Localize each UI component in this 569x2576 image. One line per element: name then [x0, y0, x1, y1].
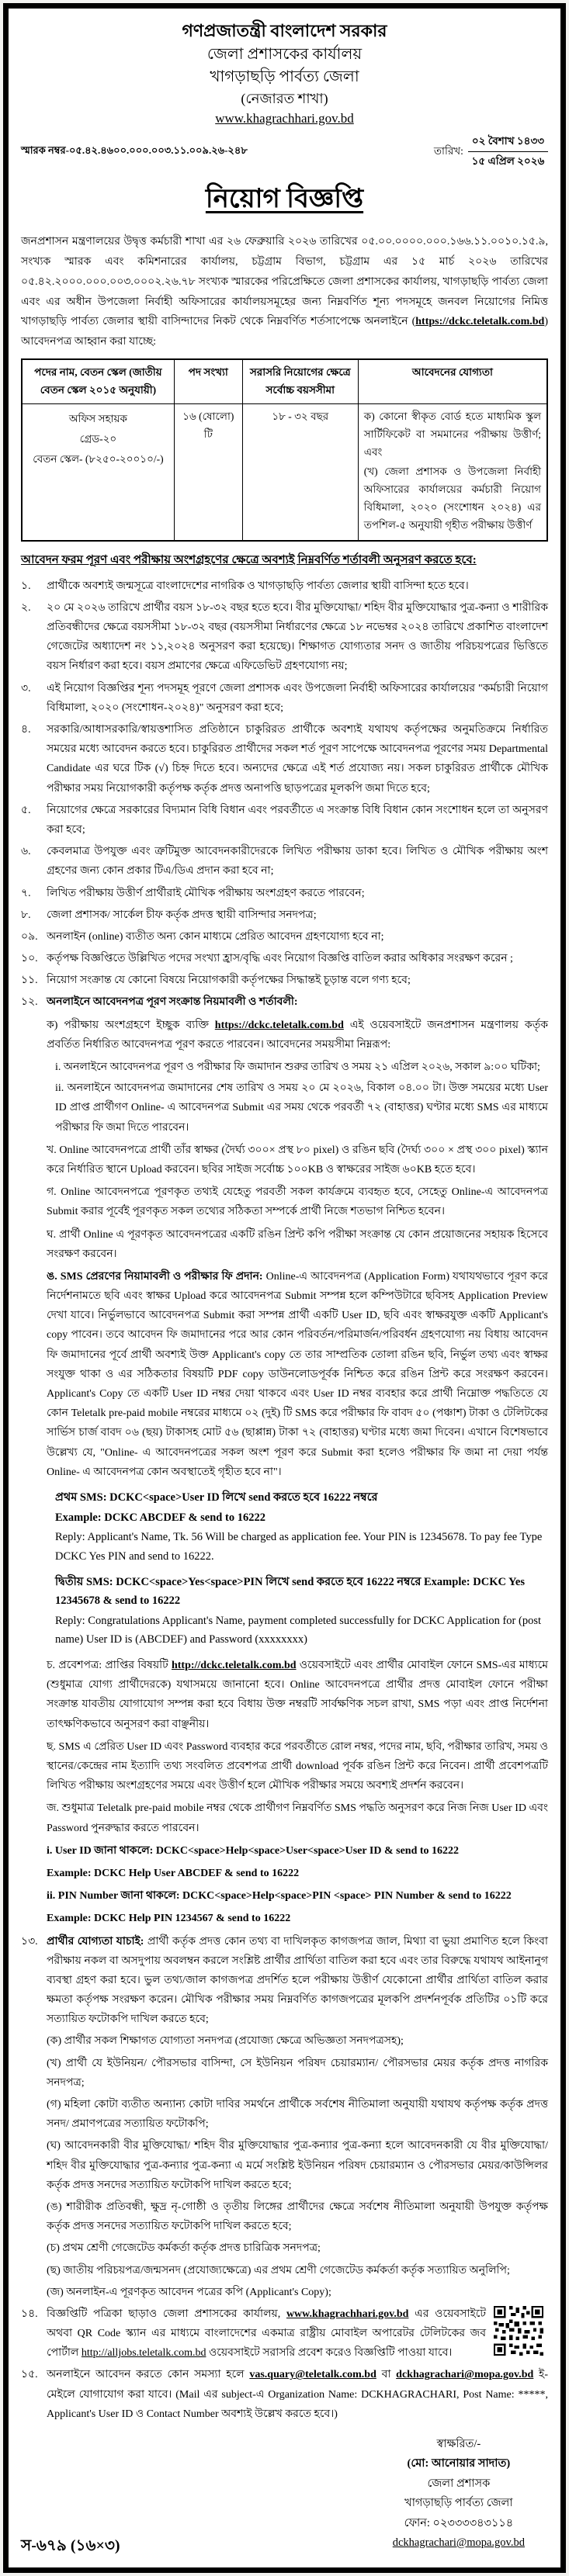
- item-number: ১১.: [21, 975, 38, 987]
- condition-item-15: [21, 2365, 548, 2424]
- date-block: [434, 133, 548, 171]
- item-number: ৮.: [21, 909, 31, 921]
- qr-code-icon: [494, 2306, 543, 2356]
- date-gregorian-calendar: ১৫ এপ্রিল ২০২৬: [471, 154, 545, 167]
- document-item-g: (ছ) জাতীয় পরিচয়পত্র/জন্মসনদ (প্রযোজ্যক্ষেত্রে) এর প্রথম শ্রেণী গেজেটেড কর্মকর্তা কর্তৃক সত্যায়িত অনুলিপি;: [47, 2264, 510, 2277]
- item-text: সরকারি/আধাসরকারি/স্বায়ত্তশাসিত প্রতিষ্ঠানে চাকুরিরত প্রার্থীকে অবশ্যই যথাযথ কর্তৃপক্ষের অনুমতিক্রমে নির্ধারিত সময়ের মধ্যে আবেদন করতে হবে। চাকুরিরত প্রার্থীদের সকল শর্ত পূরণ সাপেক্ষে আবেদনপত্র পূরণের সময় Departmental Candidate এর ঘরে টিক (√) চিহ্ন দিতে হবে। অন্যদের ক্ষেত্রে এই শর্ত প্রযোজ্য নয়। সকল চাকুরিরত প্রার্থীকে মৌখিক পরীক্ষার সময় নিয়োগকারী কর্তৃপক্ষ কর্তৃক প্রদত্ত অনাপত্তি ছাড়পত্রের মূলকপি জমা দিতে হবে;: [47, 724, 548, 795]
- post-name: অফিস সহায়ক: [68, 413, 127, 425]
- item-number: ১৪.: [21, 2308, 38, 2320]
- rule15-text-3: ই-মেইলে যোগাযোগ করা যাবে। (Mail এর subject-এ Organization Name: DCKHAGRACHARI, Post Name: *****, Applicant's User ID ও Contact Number অবশ্যই উল্লেখ করতে হবে।): [47, 2369, 548, 2420]
- rule14-text-1: বিজ্ঞপ্তিটি পত্রিকা ছাড়াও জেলা প্রশাসকের কার্যালয়,: [47, 2308, 286, 2320]
- signed-label: স্বাক্ষরিত/-: [436, 2438, 481, 2451]
- column-header-post-name: পদের নাম, বেতন স্কেল (জাতীয় বেতন স্কেল ২০১৫ অনুযায়ী): [22, 359, 174, 403]
- office-name: জেলা প্রশাসকের কার্যালয়: [206, 45, 363, 63]
- signatory-email[interactable]: dckhagrachari@mopa.gov.bd: [392, 2536, 525, 2549]
- document-item-h: (জ) অনলাইন-এ পূরণকৃত আবেদন পত্রের কপি (Applicant's Copy);: [47, 2286, 331, 2298]
- condition-item-7: [21, 884, 548, 903]
- condition-item-12: [21, 992, 548, 1012]
- item-number: ২.: [21, 601, 31, 614]
- rule12-clause-e: [47, 1267, 548, 1482]
- post-grade: গ্রেড-২০: [79, 433, 117, 445]
- rule12-clause-h-i: i. User ID জানা থাকলে: DCKC<space>Help<space>User<space>User ID & send to 16222: [47, 1844, 460, 1857]
- rule12-clause-b: খ. Online আবেদনপত্রে প্রার্থী তাঁর স্বাক্ষর (দৈর্ঘ্য ৩০০× প্রস্থ ৮০ pixel) ও রঙিন ছবি (দৈর্ঘ্য ৩০০ × প্রস্থ ৩০০ pixel) স্ক্যান করে নির্ধারিত স্থানে Upload করবেন। ছবির সাইজ সর্বোচ্চ ১০০KB ও স্বাক্ষরের সাইজ ৬০KB হতে হবে।: [47, 1144, 548, 1175]
- rule12-clause-a: [47, 1016, 548, 1054]
- condition-item-2: [21, 598, 548, 677]
- item-number: ১৩.: [21, 1935, 38, 1948]
- alljobs-portal-url[interactable]: http://alljobs.teletalk.com.bd: [81, 2347, 206, 2360]
- rule12-clause-h-ii-example: Example: DCKC Help PIN 1234567 & send to 16222: [47, 1913, 291, 1925]
- memo-row: [21, 133, 548, 171]
- eligibility-cell: [358, 404, 547, 541]
- rule12-clause-f: [47, 1656, 548, 1734]
- date-fraction: [468, 133, 548, 171]
- signatory-name: (মো: আনোয়ার সাদাত): [407, 2457, 511, 2470]
- item-number: ৫.: [21, 804, 31, 816]
- intro-paragraph: [21, 232, 548, 352]
- memo-number: স্মারক নম্বর-০৫.৪২.৪৬০০.০০০.০০৩.১১.০০৯.২৬-২৪৮: [21, 144, 248, 156]
- vas-query-email[interactable]: vas.quary@teletalk.com.bd: [249, 2369, 376, 2381]
- clause-a-text-2: এই ওয়েবসাইটে জনপ্রশাসন মন্ত্রণালয় কর্তৃক প্রবর্তিত নির্ধারিত আবেদনপত্র পূরণ করতে পারবেন। আবেদনের সময়সীমা নিম্নরূপ:: [47, 1019, 548, 1051]
- table-row: [22, 404, 547, 541]
- district-website-url[interactable]: www.khagrachhari.gov.bd: [286, 2308, 409, 2320]
- clause-f-text-2: ওয়েবসাইটে এবং প্রার্থীর মোবাইল ফোনে SMS-এর মাধ্যমে (শুধুমাত্র যোগ্য প্রার্থীদেরকে) যথাসময়ে জানানো হবে। Online আবেদনপত্রে প্রার্থীর প্রদত্ত মোবাইল ফোনে পরীক্ষা সংক্রান্ত যাবতীয় যোগাযোগ সম্পন্ন করা হবে বিধায় উক্ত নম্বরটি সার্বক্ষণিক সচল রাখা, SMS পড়া এবং প্রাপ্ত নির্দেশনা তাৎক্ষণিকভাবে অনুসরণ করা বাঞ্ছনীয়।: [47, 1660, 548, 1730]
- item-number: ১৫.: [21, 2369, 38, 2381]
- date-label: তারিখ:: [433, 144, 463, 157]
- condition-item-11: [21, 971, 548, 990]
- print-reference: স-৬৭৯ (১৬×৩): [21, 2537, 120, 2555]
- condition-item-6: [21, 842, 548, 881]
- required-documents-list: [47, 2031, 548, 2301]
- signatory-phone: ফোন: ০২৩৩৩৩৪৩১১৪: [404, 2516, 514, 2529]
- dc-office-email[interactable]: dckhagrachari@mopa.gov.bd: [396, 2369, 534, 2381]
- condition-item-3: [21, 679, 548, 718]
- condition-item-5: [21, 801, 548, 840]
- branch-name: (নেজারত শাখা): [241, 90, 328, 106]
- rule12-clause-a-ii: ii. অনলাইনে আবেদনপত্র জমাদানের শেষ তারিখ ও সময় ২০ মে ২০২৬, বিকাল ০৪.০০ টা। উক্ত সময়ের মধ্যে User ID প্রাপ্ত প্রার্থীগণ Online- এ আবেদনপত্র Submit এর সময় থেকে পরবর্তী ৭২ (বাহাত্তর) ঘণ্টার মধ্যে SMS এর মাধ্যমে পরীক্ষার ফি জমা দিতে পারবেন।: [55, 1082, 548, 1134]
- date-bengali-calendar: ০২ বৈশাখ ১৪৩৩: [468, 133, 548, 152]
- document-header: [21, 19, 548, 128]
- second-sms-block: [55, 1573, 548, 1650]
- item-text: অনলাইন (online) ব্যতীত অন্য কোন মাধ্যমে প্রেরিত আবেদন গ্রহণযোগ্য হবে না;: [47, 930, 384, 943]
- notice-page: [3, 3, 566, 2573]
- item-number: ১০.: [21, 953, 38, 965]
- item-number: ৭.: [21, 887, 31, 899]
- condition-item-14: [21, 2304, 548, 2363]
- rule12-clause-h-ii: ii. PIN Number জানা থাকলে: DCKC<space>Help<space>PIN <space> PIN Number & send to 16222: [47, 1890, 512, 1903]
- rule13-heading: প্রার্থীর যোগ্যতা যাচাই:: [47, 1935, 144, 1948]
- item-text: এই নিয়োগ বিজ্ঞপ্তির শূন্য পদসমূহ পূরণে জেলা প্রশাসক এবং উপজেলা নির্বাহী অফিসারের কার্যালয়ের "কর্মচারী নিয়োগ বিধিমালা, ২০২০ (সংশোধন-২০২৪)" অনুসরণ করা হবে;: [47, 682, 548, 714]
- post-pay-scale: বেতন স্কেল- (৮২৫০-২০০১০/-): [33, 453, 164, 466]
- second-sms-reply: Reply: Congratulations Applicant's Name, payment completed successfully for DCKC Application for (post name) User ID is (ABCDEF) and Password (xxxxxxxx): [55, 1614, 541, 1646]
- item-text: [47, 2304, 543, 2363]
- rule12-clause-d: ঘ. প্রার্থী Online এ পূরণকৃত আবেদনপত্রের একটি রঙিন প্রিন্ট কপি পরীক্ষা সংক্রান্ত যে কোন প্রয়োজনের সহায়ক হিসেবে সংরক্ষণ করবেন।: [47, 1228, 548, 1260]
- rule12-clause-c: গ. Online আবেদনপত্রে পূরণকৃত তথ্যই যেহেতু পরবর্তী সকল কার্যক্রমে ব্যবহৃত হবে, সেহেতু Online-এ আবেদনপত্র Submit করার পূর্বেই পূরণকৃত সকল তথ্যের সঠিকতা সম্পর্কে প্রার্থী নিজে শতভাগ নিশ্চিত হবেন।: [47, 1186, 548, 1218]
- column-header-age-limit: সরাসরি নিয়োগের ক্ষেত্রে সর্বোচ্চ বয়সসীমা: [242, 359, 358, 403]
- first-sms-example: Example: DCKC ABCDEF & send to 16222: [55, 1511, 265, 1524]
- eligibility-clause-b: (খ) জেলা প্রশাসক ও উপজেলা নির্বাহী অফিসারের কার্যালয়ের কর্মচারী নিয়োগ বিধিমালা, ২০২০ (সংশোধন ২০২৪) এর তপশিল-৫ অনুযায়ী গৃহীত পরীক্ষায় উত্তীর্ণ: [363, 465, 541, 531]
- document-item-b: (খ) প্রার্থী যে ইউনিয়ন/ পৌরসভার বাসিন্দা, সে ইউনিয়ন পরিষদ চেয়ারম্যান/ পৌরসভার মেয়র কর্তৃক প্রদত্ত নাগরিক সনদপত্র;: [47, 2057, 548, 2089]
- signatory-designation: জেলা প্রশাসক: [427, 2477, 491, 2490]
- item-text: জেলা প্রশাসক/ সার্কেল চীফ কর্তৃক প্রদত্ত স্থায়ী বাসিন্দার সনদপত্র;: [47, 909, 317, 921]
- rule13-text: প্রার্থী কর্তৃক প্রদত্ত কোন তথ্য বা দাখিলকৃত কাগজপত্র জাল, মিথ্যা বা ভুয়া প্রমাণিত হলে কিংবা পরীক্ষায় নকল বা অসদুপায় অবলম্বন করলে সংশ্লিষ্ট প্রার্থীর প্রার্থিতা বাতিল করা হবে এবং তার বিরুদ্ধে যথাযথ আইনানুগ ব্যবস্থা গ্রহণ করা হবে। ভুল তথ্য/জাল কাগজপত্র প্রদর্শিত হলে পরীক্ষায় উত্তীর্ণ যেকোনো প্রার্থীর প্রার্থিতা বাতিল করার ক্ষমতা কর্তৃপক্ষ সংরক্ষণ করেন। মৌখিক পরীক্ষার সময় নিম্নবর্ণিত কাগজপত্রের মূলকপি প্রদর্শনপূর্বক প্রতিটির ০১টি করে সত্যায়িত ফটোকপি দাখিল করতে হবে;: [47, 1935, 548, 2026]
- condition-item-10: [21, 949, 548, 968]
- condition-item-8: [21, 905, 548, 925]
- website-link[interactable]: www.khagrachhari.gov.bd: [215, 110, 354, 126]
- item-number: ৪.: [21, 724, 31, 736]
- item-number: ৬.: [21, 846, 31, 858]
- second-sms-command: দ্বিতীয় SMS: DCKC<space>Yes<space>PIN লিখে send করতে হবে 16222 নম্বরে Example: DCKC Yes 12345678 & send to 16222: [55, 1575, 525, 1608]
- item-text: কর্তৃপক্ষ বিজ্ঞপ্তিতে উল্লিখিত পদের সংখ্যা হ্রাস/বৃদ্ধি এবং নিয়োগ বিজ্ঞপ্তি বাতিল করার অধিকার সংরক্ষণ করেন ;: [47, 953, 513, 965]
- intro-text-2: ) আবেদনপত্র আহ্বান করা যাচ্ছে:: [21, 316, 548, 348]
- clause-e-text: Online-এ আবেদনপত্র (Application Form) যথাযথভাবে পূরণ করে নির্দেশনামতে ছবি এবং স্বাক্ষর Upload করে আবেদনপত্র Submit সম্পন্ন হলে কম্পিউটারে ছবিসহ Application Preview দেখা যাবে। নির্ভুলভাবে আবেদনপত্র Submit করা সম্পন্ন প্রার্থী একটি User ID, ছবি এবং স্বাক্ষরযুক্ত একটি Applicant's copy পাবেন। তবে আবেদন ফি জমাদানের পরে আর কোন পরিবর্তন/পরিমার্জন/পরিবর্ধন গ্রহণযোগ্য নয় বিধায় আবেদন ফি জমাদানের পূর্বে প্রার্থী অবশ্যই উক্ত Applicant's copy তে তার সাম্প্রতিক তোলা রঙিন ছবি, নির্ভুল তথ্য এবং স্বাক্ষর সংযুক্ত থাকা ও এর সঠিকতার বিষয়টি PDF copy ডাউনলোডপূর্বক নিশ্চিত করে রঙিন প্রিন্ট করে সংরক্ষণ করবেন। Applicant's Copy তে একটি User ID নম্বর দেয়া থাকবে এবং User ID নম্বর ব্যবহার করে প্রার্থী নিম্নোক্ত পদ্ধতিতে যে কোন Teletalk pre-paid mobile নম্বরের মাধ্যমে ০২ (দুই) টি SMS করে পরীক্ষার ফি বাবদ ৫০ (পঞ্চাশ) টাকা ও টেলিটকের সার্ভিস চার্জ বাবদ ০৬ (ছয়) টাকাসহ মোট ৫৬ (ছাপ্পান্ন) টাকা ৭২ (বাহাত্তর) ঘণ্টার মধ্যে জমা দিবেন। এখানে বিশেষভাবে উল্লেখ্য যে, "Online- এ আবেদনপত্রের সকল অংশ পূরণ করে Submit করা হলেও পরীক্ষার ফি জমা না দেয়া পর্যন্ত Online- এ আবেদনপত্র কোন অবস্থাতেই গৃহীত হবে না"।: [47, 1270, 548, 1478]
- rule15-text-2: বা: [376, 2369, 397, 2381]
- document-item-e: (ঙ) শারীরীক প্রতিবন্ধী, ক্ষুদ্র নৃ-গোষ্ঠী ও তৃতীয় লিঙ্গের প্রার্থীদের ক্ষেত্রে সর্বশেষ নীতিমালা অনুযায়ী উপযুক্ত কর্তৃপক্ষ কর্তৃক প্রদত্ত সনদের সত্যায়িত ফটোকপি দাখিল করতে হবে;: [47, 2200, 548, 2233]
- notice-title: নিয়োগ বিজ্ঞপ্তি: [205, 184, 364, 213]
- column-header-vacancies: পদ সংখ্যা: [174, 359, 242, 403]
- district-name: খাগড়াছড়ি পার্বত্য জেলা: [210, 68, 359, 85]
- item-number: ০৯.: [21, 930, 38, 943]
- rule12-clause-g: ছ. SMS এ প্রেরিত User ID এবং Password ব্যবহার করে পরবর্তীতে রোল নম্বর, পদের নাম, ছবি, পরীক্ষার তারিখ, সময় ও স্থানের/কেন্দ্রের নাম ইত্যাদি তথ্য সংবলিত প্রবেশপত্র প্রার্থী download পূর্বক রঙিন প্রিন্ট করে নিবেন। প্রার্থী প্রবেশপত্রটি লিখিত পরীক্ষায় অংশগ্রহণের সময়ে এবং উত্তীর্ণ হলে মৌখিক পরীক্ষার সময়ে অবশ্যই প্রদর্শন করবেন।: [47, 1740, 548, 1792]
- document-item-a: (ক) প্রার্থীর সকল শিক্ষাগত যোগ্যতা সনদপত্র (প্রযোজ্য ক্ষেত্রে অভিজ্ঞতা সনদপত্রসহ);: [47, 2035, 404, 2048]
- item-text: নিয়োগ সংক্রান্ত যে কোনো বিষয়ে নিয়োগকারী কর্তৃপক্ষের সিদ্ধান্তই চূড়ান্ত বলে গণ্য হবে;: [47, 975, 411, 987]
- signatory-district: খাগড়াছড়ি পার্বত্য জেলা: [404, 2497, 513, 2510]
- item-number: ১.: [21, 580, 31, 592]
- first-sms-command: প্রথম SMS: DCKC<space>User ID লিখে send করতে হবে 16222 নম্বরে: [55, 1491, 378, 1504]
- conditions-heading: আবেদন ফরম পূরণ এবং পরীক্ষায় অংশগ্রহণের ক্ষেত্রে অবশ্যই নিম্নবর্ণিত শর্তাবলী অনুসরণ করতে হবে:: [21, 553, 477, 566]
- item-text: ২০ মে ২০২৬ তারিখে প্রার্থীর বয়স ১৮-৩২ বছর হতে হবে। বীর মুক্তিযোদ্ধা/ শহিদ বীর মুক্তিযোদ্ধার পুত্র-কন্যা ও শারীরিক প্রতিবন্ধীদের ক্ষেত্রে বয়সসীমা ১৮-৩২ বছর (বয়সসীমা নির্ধারণের ক্ষেত্রে ১৮ নভেম্বর ২০২৪ তারিখে প্রকাশিত বাংলাদেশ গেজেটের অধ্যাদেশ নং ১১,২০২৪ অনুসরণ করা হয়েছে)। শিক্ষাগত যোগ্যতার সনদ ও জাতীয় পরিচয়পত্রের ভিত্তিতে বয়স নির্ধারণ করা হবে। বয়স প্রমাণের ক্ষেত্রে এফিডেভিট গ্রহণযোগ্য নয়;: [47, 601, 548, 673]
- signature-block: [393, 2435, 525, 2553]
- table-header-row: [22, 359, 547, 403]
- condition-item-9: [21, 927, 548, 947]
- document-item-d: (ঘ) আবেদনকারী বীর মুক্তিযোদ্ধা/ শহিদ বীর মুক্তিযোদ্ধার পুত্র-কন্যার পুত্র-কন্যা হলে আবেদনকারী যে বীর মুক্তিযোদ্ধা/শহিদ বীর মুক্তিযোদ্ধার পুত্র-কন্যার পুত্র-কন্যা এ মর্মে সংশ্লিষ্ট ইউনিয়ন পরিষদ চেয়ারম্যান ও পৌরসভার মেয়র/কাউন্সিলর কর্তৃক প্রদত্ত সনদের সত্যায়িত ফটোকপি দাখিল করতে হবে;: [47, 2140, 548, 2191]
- first-sms-reply: Reply: Applicant's Name, Tk. 56 Will be charged as application fee. Your PIN is 12345678. To pay fee Type DCKC Yes PIN and send to 16222.: [55, 1531, 543, 1563]
- vacancy-table: [21, 358, 548, 541]
- condition-item-4: [21, 720, 548, 798]
- column-header-eligibility: আবেদনের যোগ্যতা: [358, 359, 547, 403]
- first-sms-block: [55, 1488, 548, 1567]
- document-item-c: (গ) মহিলা কোটা ব্যতীত অন্যান্য কোটা দাবির সমর্থনে প্রার্থীকে সর্বশেষ নীতিমালা অনুযায়ী যথাযথ কর্তৃপক্ষ কর্তৃক প্রদত্ত সনদ/ প্রমাণপত্রের সত্যায়িত ফটোকপি;: [47, 2099, 548, 2131]
- age-limit-cell: ১৮ - ৩২ বছর: [242, 404, 358, 541]
- vacancy-count-cell: ১৬ (ষোলো) টি: [174, 404, 242, 541]
- intro-text-1: জনপ্রশাসন মন্ত্রণালয়ের উদ্বৃত্ত কর্মচারী শাখা এর ২৬ ফেব্রুয়ারি ২০২৬ তারিখের ০৫.০০.০০০০.০০০.১৬৬.১১.০০১০.১৫.৯, সংখ্যক স্মারক এবং কমিশনারের কার্যালয়, চট্টগ্রাম বিভাগ, চট্টগ্রাম এর ১৫ মার্চ ২০২৬ তারিখের ০৫.৪২.২০০০.০০০.০০৩.০০০২.২৬.৭৮ সংখ্যক স্মারকের পরিপ্রেক্ষিতে জেলা প্রশাসকের কার্যালয়, খাগড়াছড়ি পার্বত্য জেলা এবং এর অধীন উপজেলা নির্বাহী অফিসারের কার্যালয়সমূহের জন্য নিম্নবর্ণিত শূন্য পদসমূহে জনবল নিয়োগের নিমিত্ত খাগড়াছড়ি পার্বত্য জেলার স্থায়ী বাসিন্দাদের নিকট থেকে নিম্নবর্ণিত শর্তসাপেক্ষে অনলাইনে (: [21, 235, 548, 328]
- post-name-cell: [22, 404, 174, 541]
- rule12-clause-h: জ. শুধুমাত্র Teletalk pre-paid mobile নম্বর থেকে প্রার্থীগণ নিম্নবর্ণিত SMS পদ্ধতি অনুসরণ করে নিজ নিজ User ID এবং Password পুনরুদ্ধার করতে পারবেন।: [47, 1802, 548, 1834]
- item-text: [47, 2365, 548, 2424]
- clause-f-text-1: চ. প্রবেশপত্র: প্রাপ্তির বিষয়টি: [47, 1660, 172, 1672]
- item-number: ১২.: [21, 996, 38, 1009]
- rule15-text-1: অনলাইনে আবেদন করতে কোন সমস্যা হলে: [47, 2369, 250, 2381]
- condition-item-1: [21, 576, 548, 596]
- clause-e-heading: ঙ. SMS প্রেরণের নিয়ামাবলী ও পরীক্ষার ফি প্রদান:: [47, 1270, 263, 1283]
- rule12-clause-h-i-example: Example: DCKC Help User ABCDEF & send to 16222: [47, 1867, 300, 1879]
- item-text: [47, 1932, 548, 2030]
- rule14-text-2: এর ওয়েবসাইটে অথবা QR Code স্ক্যান এর মাধ্যমে বাংলাদেশের একমাত্র রাষ্ট্রীয় মোবাইল অপারেটর টেলিটকের জব পোর্টাল: [47, 2308, 486, 2360]
- rule12-clause-a-i: i. অনলাইনে আবেদনপত্র পূরণ ও পরীক্ষার ফি জমাদান শুরুর তারিখ ও সময় ২১ এপ্রিল ২০২৬, সকাল ৯:০০ ঘটিকা;: [55, 1061, 540, 1074]
- rule14-text-3: ওয়েবসাইটে সরাসরি প্রবেশ করেও বিজ্ঞপ্তিটি পাওয়া যাবে।: [206, 2347, 453, 2360]
- eligibility-clause-a: ক) কোনো স্বীকৃত বোর্ড হতে মাধ্যমিক স্কুল সার্টিফিকেট বা সমমানের পরীক্ষায় উত্তীর্ণ; এবং: [363, 410, 541, 459]
- item-text: কেবলমাত্র উপযুক্ত এবং ত্রুটিমুক্ত আবেদনকারীদেরকে লিখিত পরীক্ষায় ডাকা হবে। লিখিত ও মৌখিক পরীক্ষায় অংশ গ্রহণের জন্য কোন প্রকার টিএ/ডিএ প্রদান করা হবে না;: [47, 846, 548, 878]
- item-number: ৩.: [21, 682, 31, 694]
- admit-card-url[interactable]: http://dckc.teletalk.com.bd: [171, 1660, 297, 1672]
- item-text: লিখিত পরীক্ষায় উত্তীর্ণ প্রার্থীরাই মৌখিক পরীক্ষায় অংশগ্রহণ করতে পারবেন;: [47, 887, 365, 899]
- item-text: অনলাইনে আবেদনপত্র পূরণ সংক্রান্ত নিয়মাবলী ও শর্তাবলী:: [47, 996, 298, 1009]
- item-text: নিয়োগের ক্ষেত্রে সরকারের বিদ্যমান বিধি বিধান এবং পরবর্তীতে এ সংক্রান্ত বিধি বিধান কোন সংশোধন হলে তা অনুসরণ করা হবে;: [47, 804, 548, 836]
- document-item-f: (চ) প্রথম শ্রেণী গেজেটেড কর্মকর্তা কর্তৃক প্রদত্ত চারিত্রিক সনদপত্র;: [47, 2242, 321, 2255]
- clause-a-text-1: ক) পরীক্ষায় অংশগ্রহণে ইচ্ছুক ব্যক্তি: [47, 1019, 215, 1031]
- application-portal-url[interactable]: https://dckc.teletalk.com.bd: [415, 316, 545, 328]
- condition-item-13: [21, 1932, 548, 2030]
- government-title: গণপ্রজাতন্ত্রী বাংলাদেশ সরকার: [182, 21, 387, 40]
- teletalk-apply-url[interactable]: https://dckc.teletalk.com.bd: [214, 1019, 344, 1031]
- item-text: প্রার্থীকে অবশ্যই জন্মসূত্রে বাংলাদেশের নাগরিক ও খাগড়াছড়ি পার্বত্য জেলার স্থায়ী বাসিন্দা হতে হবে।: [47, 580, 469, 592]
